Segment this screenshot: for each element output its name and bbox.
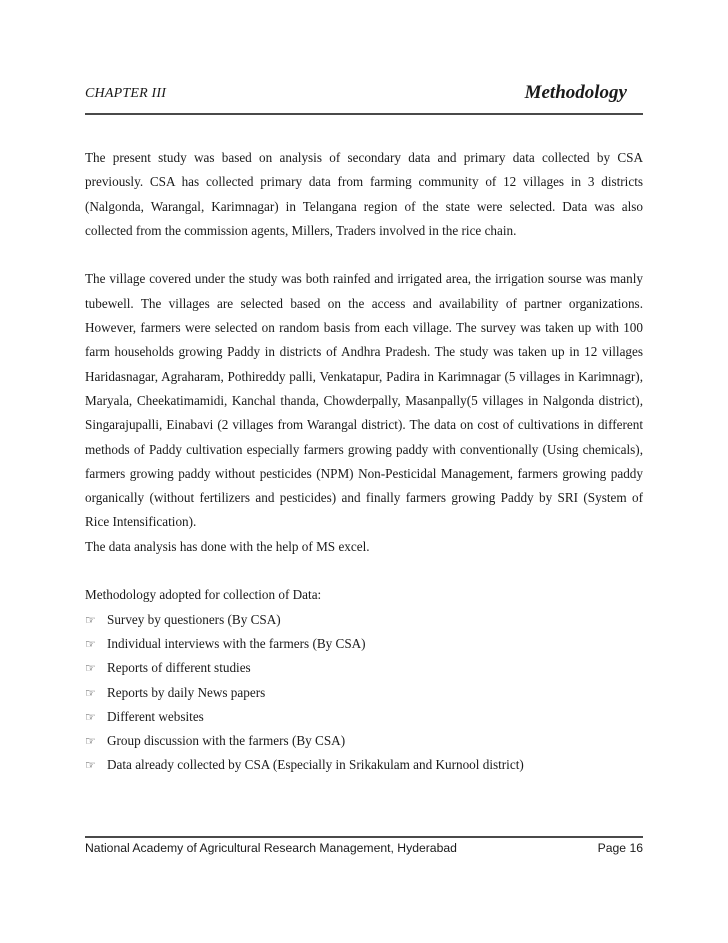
page-footer [85,841,643,861]
list-item [85,608,643,632]
pointing-hand-icon: ☞ [85,709,96,724]
list-item-text: Data already collected by CSA (Especially in Srikakulam and Kurnool district) [107,757,524,773]
paragraph-analysis: The data analysis has done with the help of MS excel. [85,538,370,554]
list-item [85,656,643,680]
pointing-hand-icon: ☞ [85,734,96,749]
footer-institution: National Academy of Agricultural Research Management, Hyderabad [85,841,457,855]
paragraph-intro: The present study was based on analysis of secondary data and primary data collected by CSA previously. CSA has collected primary data from farming community of 12 villages in 3 districts (Nalgonda, Warangal, Karimnagar) in Telangana region of the state were selected. Data was also collected from the commission agents, Millers, Traders involved in the rice chain. [85,150,643,238]
list-item [85,729,643,753]
list-item-text: Reports by daily News papers [107,684,266,700]
section-title: Methodology [524,82,627,103]
page-header [85,82,643,112]
list-title: Methodology adopted for collection of Data: [85,587,322,603]
list-item-text: Group discussion with the farmers (By CSA) [107,733,346,749]
footer-divider [85,836,643,838]
paragraph-study-area: The village covered under the study was both rainfed and irrigated area, the irrigation sourse was manly tubewell. The villages are selected based on the access and availability of partner organizations. However, farmers were selected on random basis from each village. The survey was taken up with 100 farm households growing Paddy in districts of Andhra Pradesh. The study was taken up in 12 villages Haridasnagar, Agraharam, Pothireddy palli, Venkatapur, Padira in Karimnagar (5 villages in Karimnagr), Maryala, Cheekatimamidi, Kanchal thanda, Chowderpally, Masanpally(5 villages in Nalgonda district), Singarajupalli, Einabavi (2 villages from Warangal district). The data on cost of cultivations in different methods of Paddy cultivation especially farmers growing paddy with conventionally (Using chemicals), farmers growing paddy without pesticides (NPM) Non-Pesticidal Management, farmers growing paddy organically (without fertilizers and pesticides) and finally farmers growing Paddy by SRI (System of Rice Intensification). [85,271,643,530]
list-item-text: Survey by questioners (By CSA) [107,611,281,627]
page-body [85,146,643,778]
list-item [85,705,643,729]
page-number: Page 16 [597,841,643,855]
paragraph-spacer [85,559,643,583]
list-item-text: Different websites [107,708,204,724]
list-item-text: Individual interviews with the farmers (By CSA) [107,635,366,651]
pointing-hand-icon: ☞ [85,758,96,773]
pointing-hand-icon: ☞ [85,636,96,651]
list-item [85,632,643,656]
paragraph-spacer [85,243,643,267]
list-item-text: Reports of different studies [107,660,251,676]
pointing-hand-icon: ☞ [85,661,96,676]
chapter-label: CHAPTER III [85,86,167,101]
list-item [85,681,643,705]
pointing-hand-icon: ☞ [85,685,96,700]
header-divider [85,113,643,115]
list-item [85,753,643,777]
methodology-list [85,608,643,778]
pointing-hand-icon: ☞ [85,612,96,627]
